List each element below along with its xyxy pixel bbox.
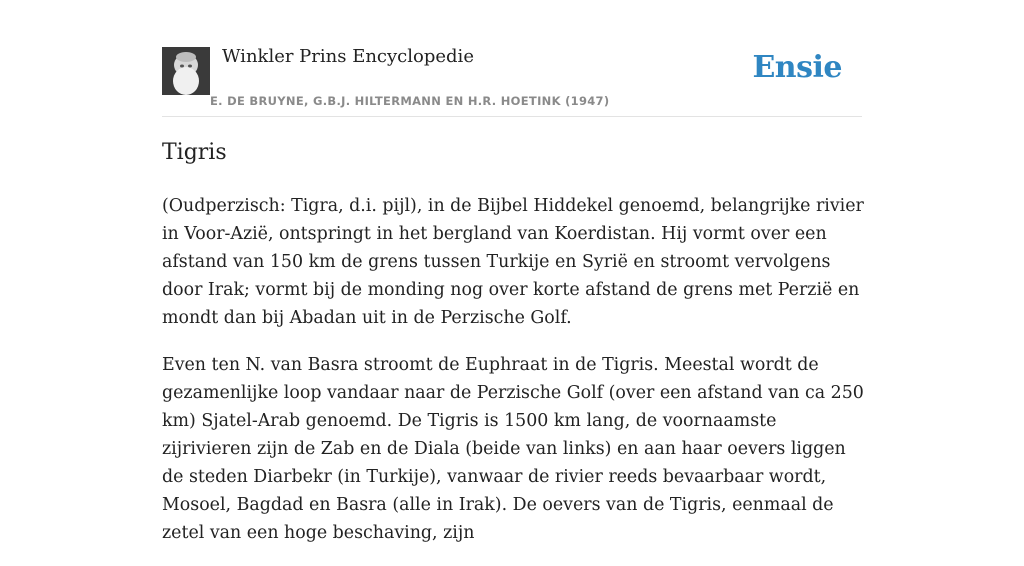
article-body [162, 192, 864, 566]
authors-line: E. DE BRUYNE, G.B.J. HILTERMANN EN H.R. HOETINK (1947) [210, 94, 610, 108]
article-paragraph: Even ten N. van Basra stroomt de Euphraat in de Tigris. Meestal wordt de gezamenlijke loop vandaar naar de Perzische Golf (over een afstand van ca 250 km) Sjatel-Arab genoemd. De Tigris is 1500 km lang, de voornaamste zijrivieren zijn de Zab en de Diala (beide van links) en aan haar oevers liggen de steden Diarbekr (in Turkije), vanwaar de rivier reeds bevaarbaar wordt, Mosoel, Bagdad en Basra (alle in Irak). De oevers van de Tigris, eenmaal de zetel van een hoge beschaving, zijn [162, 355, 864, 543]
author-avatar [162, 47, 210, 95]
article-title: Tigris [162, 140, 227, 165]
article-paragraph: (Oudperzisch: Tigra, d.i. pijl), in de Bijbel Hiddekel genoemd, belangrijke rivier in Voor-Azië, ontspringt in het bergland van Koerdistan. Hij vormt over een afstand van 150 km de grens tussen Turkije en Syrië en stroomt vervolgens door Irak; vormt bij de monding nog over korte afstand de grens met Perzië en mondt dan bij Abadan uit in de Perzische Golf. [162, 196, 864, 328]
encyclopedia-header [162, 44, 862, 117]
ensie-logo-link[interactable]: Ensie [752, 50, 842, 85]
site-title[interactable]: Winkler Prins Encyclopedie [222, 46, 474, 67]
